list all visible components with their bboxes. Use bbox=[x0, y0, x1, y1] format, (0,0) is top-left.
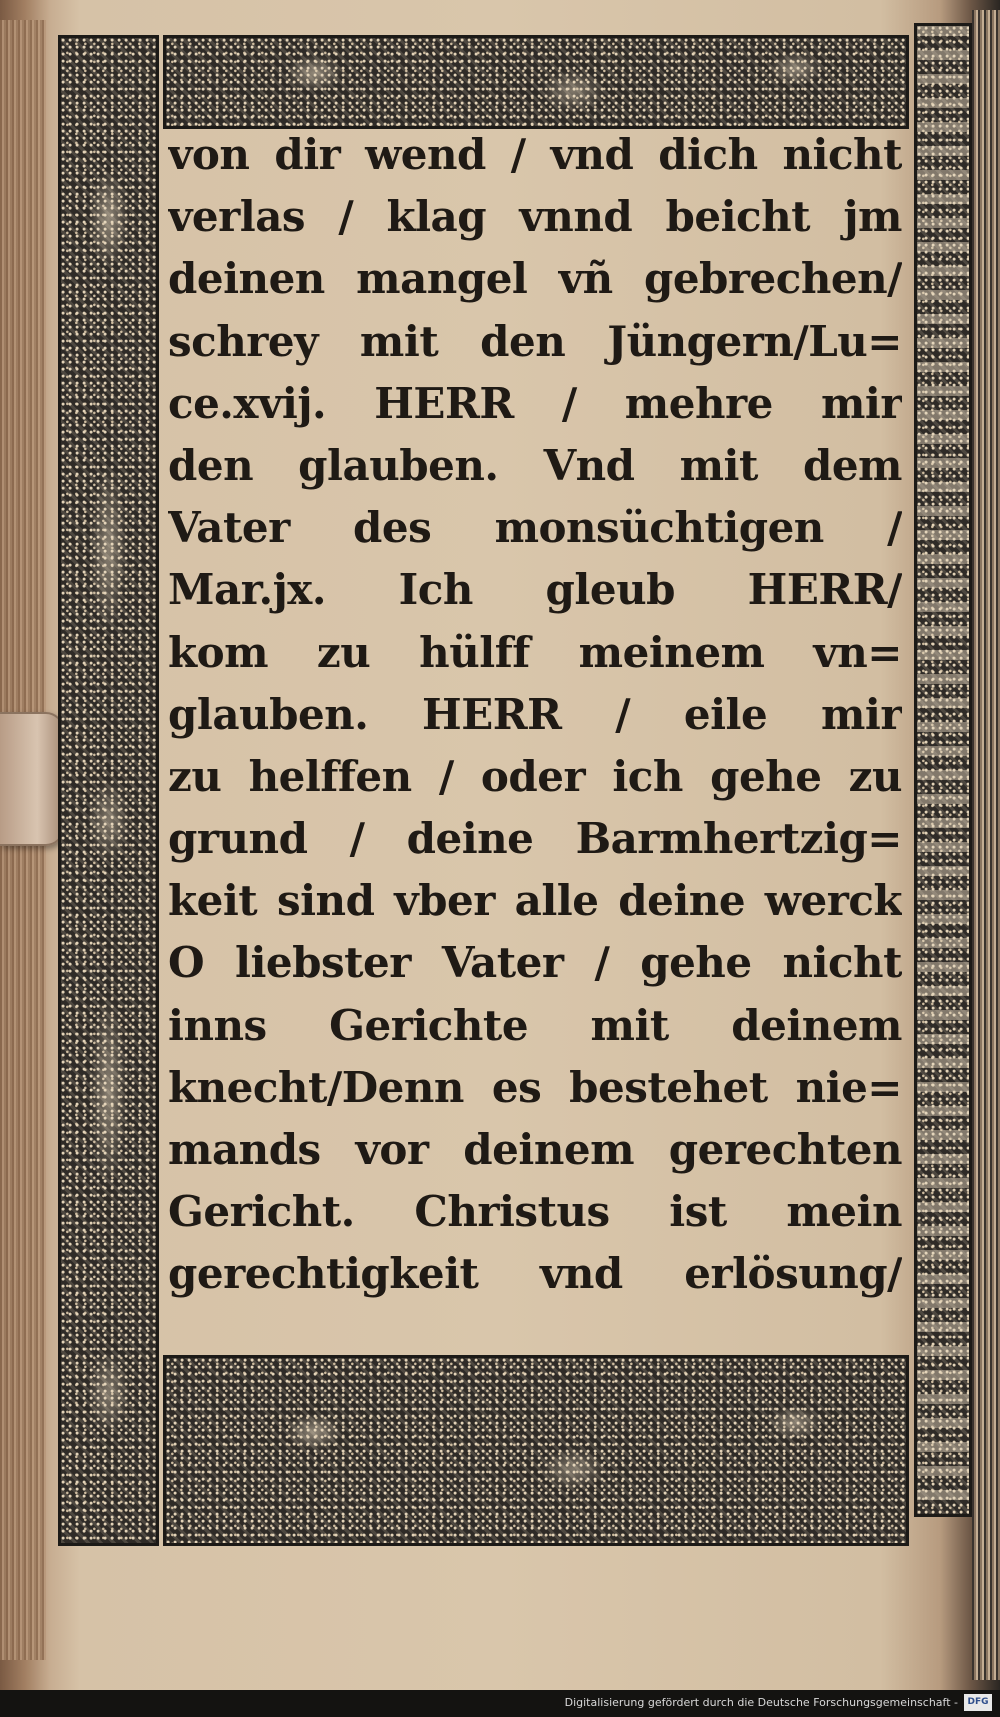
footer-bar bbox=[0, 1690, 1000, 1717]
text-line: deinen mangel vñ gebrechen/ bbox=[168, 254, 902, 304]
ornament-right bbox=[914, 23, 972, 1517]
text-line: O liebster Vater / gehe nicht bbox=[168, 938, 902, 988]
text-line: schrey mit den Jüngern/Lu= bbox=[168, 316, 902, 366]
text-line: zu helffen / oder ich gehe zu bbox=[168, 751, 902, 801]
text-line: glauben. HERR / eile mir bbox=[168, 689, 902, 739]
text-line: verlas / klag vnnd beicht jm bbox=[168, 192, 902, 242]
ornament-top bbox=[163, 35, 909, 129]
book-clasp bbox=[0, 712, 64, 846]
page-edges-right bbox=[972, 10, 1000, 1680]
ornament-left bbox=[58, 35, 159, 1546]
dfg-logo: DFG bbox=[964, 1694, 992, 1711]
text-line: mands vor deinem gerechten bbox=[168, 1125, 902, 1174]
text-line: ce.xvij. HERR / mehre mir bbox=[168, 378, 902, 428]
ornament-bottom bbox=[163, 1355, 909, 1546]
footer-credit: Digitalisierung gefördert durch die Deutsche Forschungsgemeinschaft - bbox=[564, 1696, 958, 1709]
text-line: kom zu hülff meinem vn= bbox=[168, 627, 902, 677]
text-line: grund / deine Barmhertzig= bbox=[168, 814, 902, 864]
text-line: keit sind vber alle deine werck bbox=[168, 876, 902, 926]
text-line: Mar.jx. Ich gleub HERR/ bbox=[168, 565, 902, 615]
text-line: Gericht. Christus ist mein bbox=[168, 1187, 902, 1237]
text-line: inns Gerichte mit deinem bbox=[168, 1000, 902, 1050]
text-line: gerechtigkeit vnd erlösung/ bbox=[168, 1249, 902, 1299]
text-line: Vater des monsüchtigen / bbox=[168, 503, 902, 553]
page-text bbox=[168, 124, 902, 1306]
text-line: knecht/Denn es bestehet nie= bbox=[168, 1062, 902, 1112]
text-line: von dir wend / vnd dich nicht bbox=[168, 130, 902, 179]
text-line: den glauben. Vnd mit dem bbox=[168, 440, 902, 490]
